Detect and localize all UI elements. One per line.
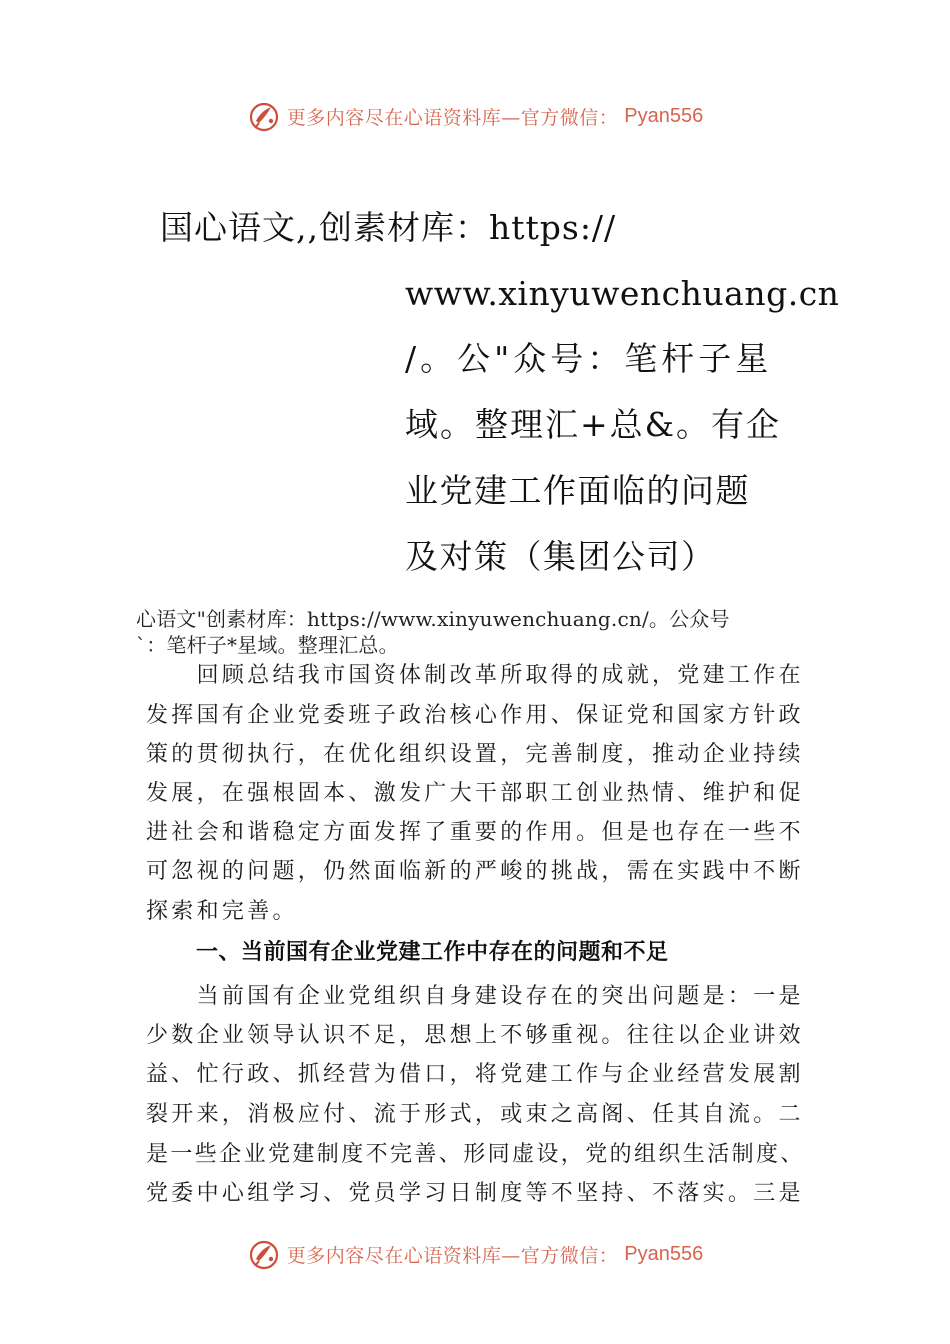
title-line: 业党建工作面临的问题 xyxy=(405,471,750,510)
source-line: `：笔杆子*星域。整理汇总。 xyxy=(136,633,399,657)
paragraph-line: 策的贯彻执行，在优化组织设置，完善制度，推动企业持续 xyxy=(146,742,804,767)
paragraph-line: 少数企业领导认识不足，思想上不够重视。往往以企业讲效 xyxy=(146,1023,804,1048)
title-line: 国心语文,,创素材库：https:// xyxy=(160,208,617,247)
section-heading: 一、当前国有企业党建工作中存在的问题和不足 xyxy=(196,940,669,965)
paragraph-line: 益、忙行政、抓经营为借口，将党建工作与企业经营发展割 xyxy=(146,1062,804,1087)
watermark-banner-top xyxy=(0,96,950,136)
paragraph-line: 回顾总结我市国资体制改革所取得的成就，党建工作在 xyxy=(146,663,804,688)
watermark-wechat-id: Pyan556 xyxy=(624,1242,704,1265)
title-line: 及对策（集团公司） xyxy=(405,537,716,576)
paragraph-line: 可忽视的问题，仍然面临新的严峻的挑战，需在实践中不断 xyxy=(146,859,804,884)
paragraph-line: 进社会和谐稳定方面发挥了重要的作用。但是也存在一些不 xyxy=(146,820,804,845)
source-line: 心语文"创素材库：https://www.xinyuwenchuang.cn/。公众号 xyxy=(136,607,730,631)
watermark-banner-bottom xyxy=(0,1234,950,1274)
paragraph-line: 党委中心组学习、党员学习日制度等不坚持、不落实。三是 xyxy=(146,1181,804,1206)
watermark-text: 更多内容尽在心语资料库—官方微信： xyxy=(286,106,619,129)
paragraph-line: 是一些企业党建制度不完善、形同虚设，党的组织生活制度、 xyxy=(146,1142,805,1167)
paragraph-line: 探索和完善。 xyxy=(146,899,298,924)
paragraph-line: 发展，在强根固本、激发广大干部职工创业热情、维护和促 xyxy=(146,781,804,806)
paragraph-line: 发挥国有企业党委班子政治核心作用、保证党和国家方针政 xyxy=(146,703,804,728)
watermark-text: 更多内容尽在心语资料库—官方微信： xyxy=(286,1244,619,1267)
logo-icon xyxy=(247,99,281,133)
title-line: 域。整理汇+总&。有企 xyxy=(405,405,782,444)
title-line: /。公"众号：笔杆子星 xyxy=(405,339,773,378)
watermark-wechat-id: Pyan556 xyxy=(624,104,704,127)
logo-icon xyxy=(247,1237,281,1271)
paragraph-line: 当前国有企业党组织自身建设存在的突出问题是：一是 xyxy=(146,984,804,1009)
title-line: www.xinyuwenchuang.cn xyxy=(405,274,840,313)
paragraph-line: 裂开来，消极应付、流于形式，或束之高阁、任其自流。二 xyxy=(146,1102,804,1127)
